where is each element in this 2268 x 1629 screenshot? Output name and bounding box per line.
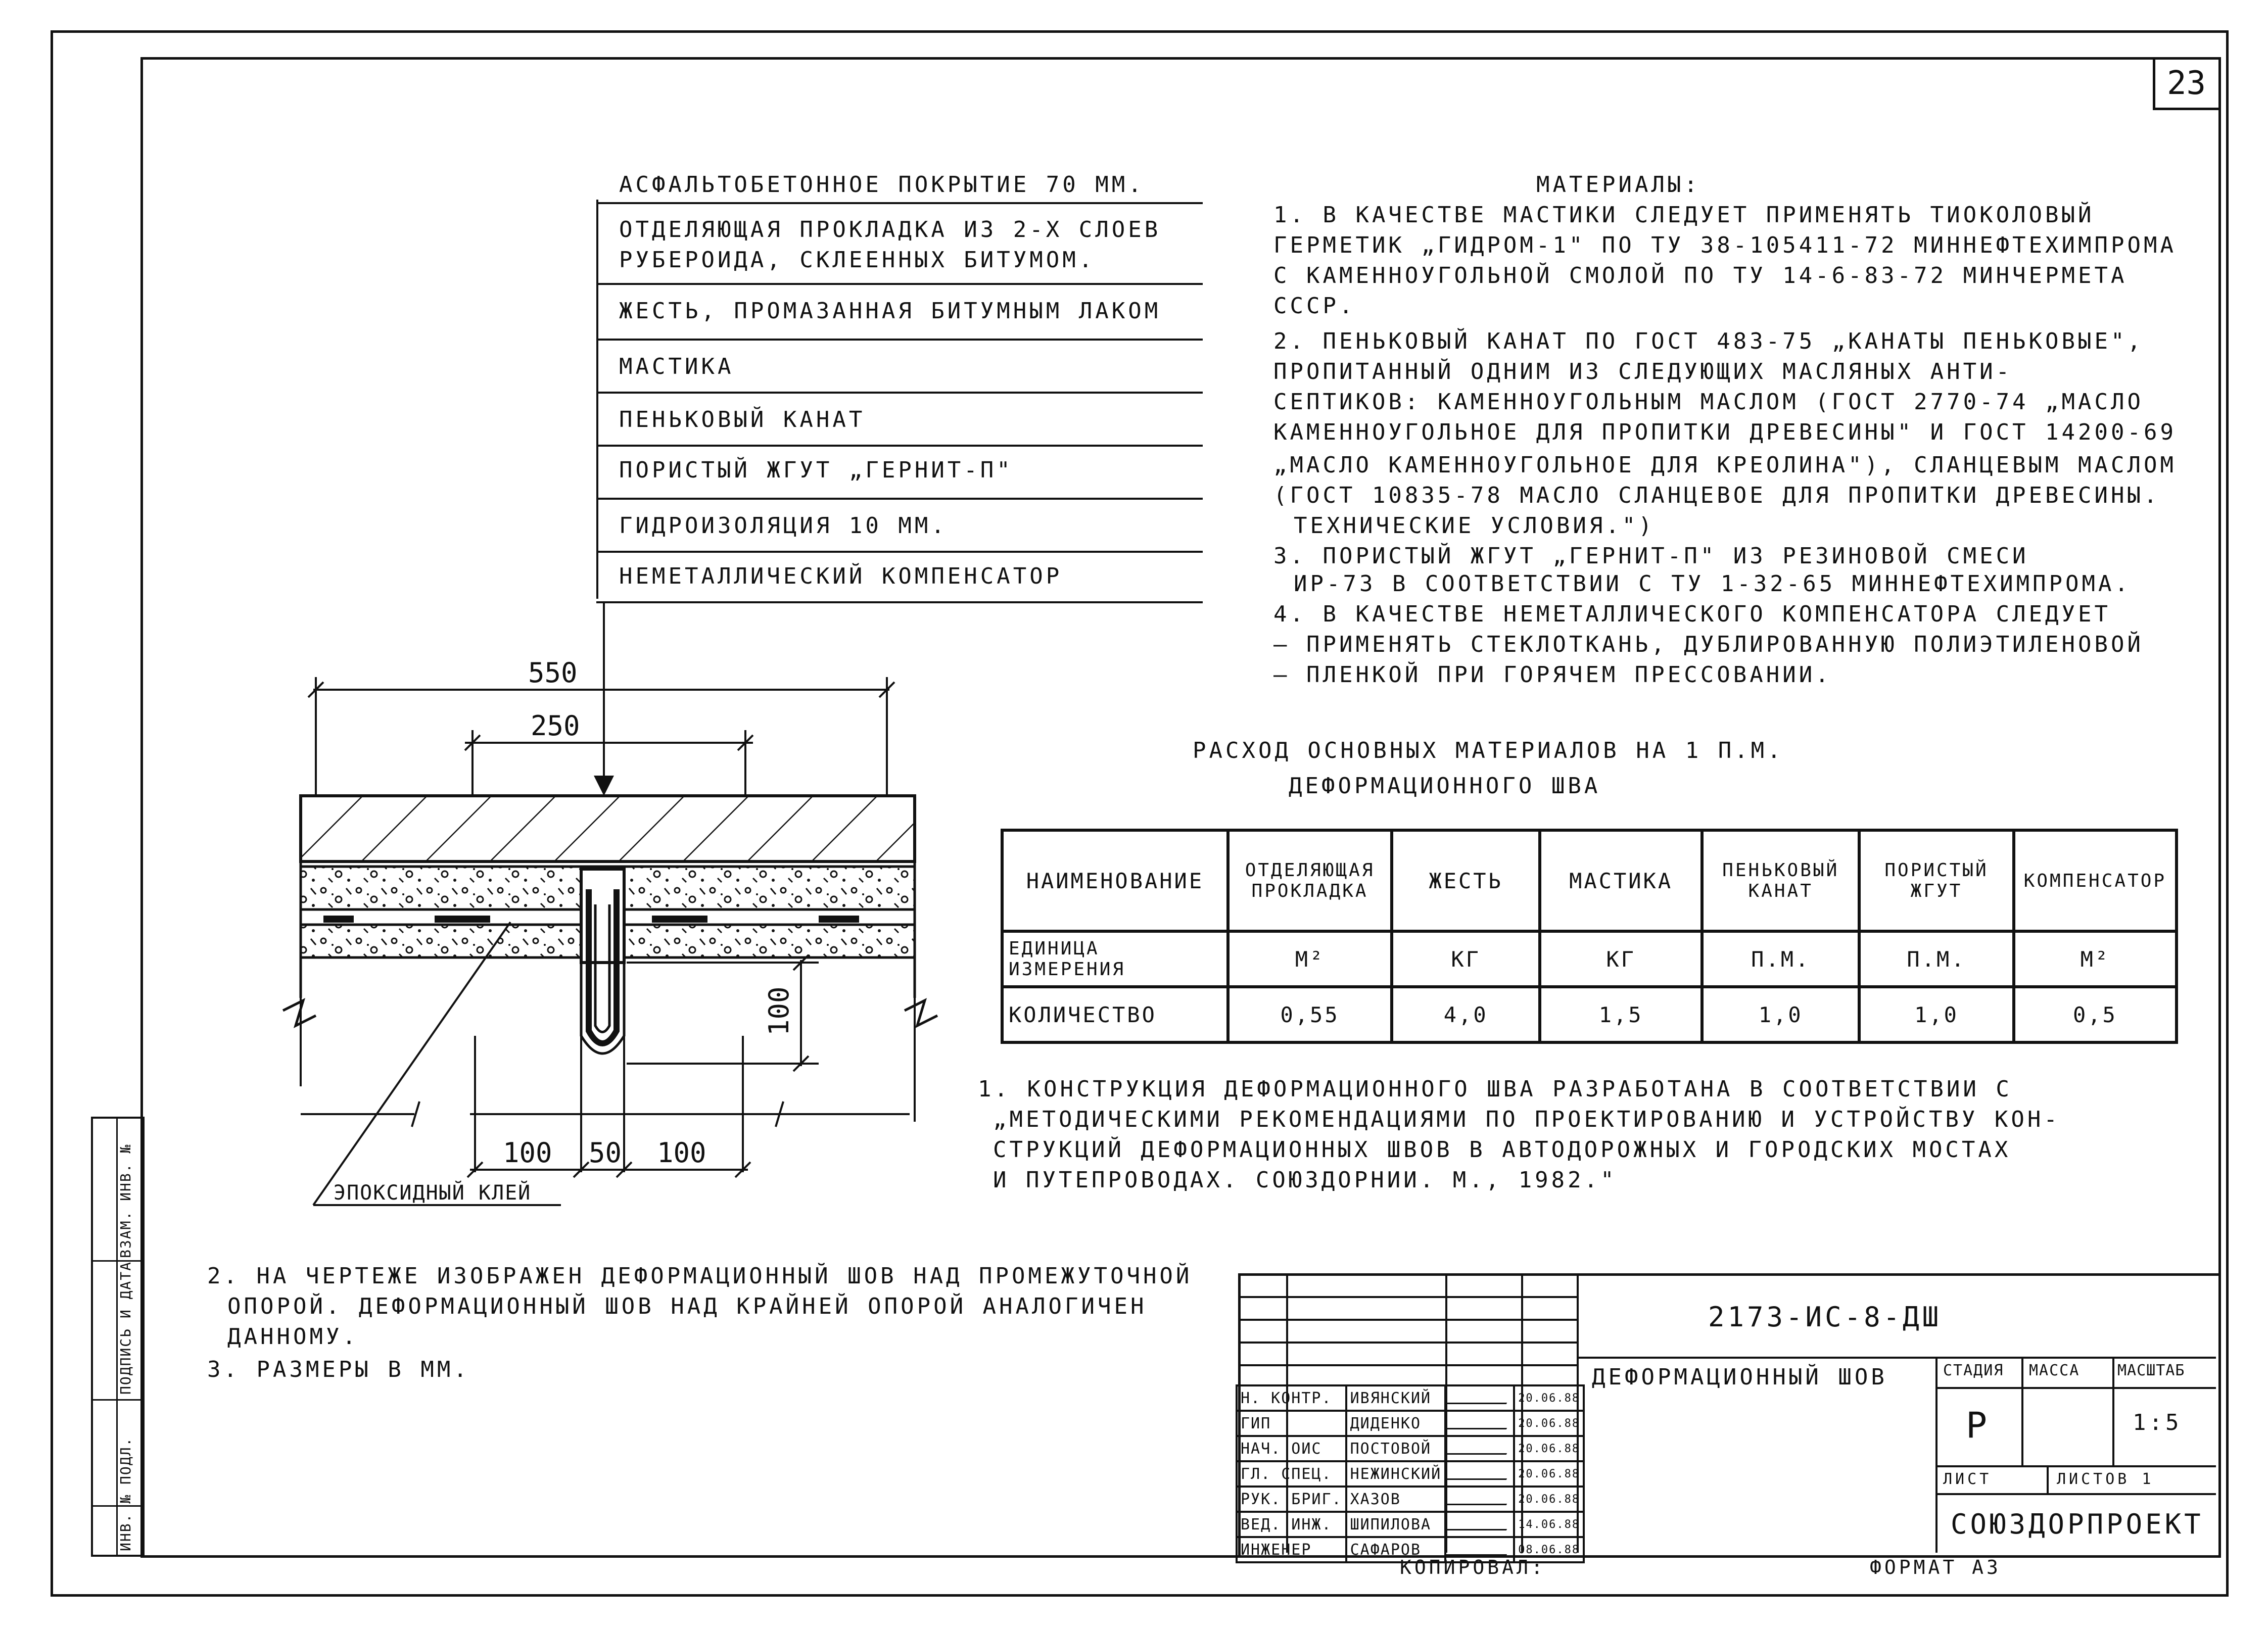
table-cell: М² — [1228, 931, 1392, 987]
table-cell: ВЕД. ИНЖ. — [1237, 1512, 1346, 1537]
table-cell: ГЛ. СПЕЦ. — [1237, 1461, 1346, 1487]
note-line: 2. НА ЧЕРТЕЖЕ ИЗОБРАЖЕН ДЕФОРМАЦИОННЫЙ ШОВ НАД ПРОМЕЖУТОЧНОЙ — [207, 1263, 1193, 1289]
materials-line: ТЕХНИЧЕСКИЕ УСЛОВИЯ.") — [1294, 513, 1655, 539]
side-stamp-cell-signature: ПОДПИСЬ И ДАТА — [117, 1261, 134, 1395]
table-cell: НАЧ. ОИС — [1237, 1436, 1346, 1461]
stage-value: Р — [1966, 1405, 1991, 1446]
mass-label: МАССА — [2029, 1362, 2080, 1379]
dimension-100-left: 100 — [503, 1137, 552, 1169]
table-cell: РУК. БРИГ. — [1237, 1487, 1346, 1512]
table-cell: ИВЯНСКИЙ — [1346, 1385, 1446, 1411]
materials-line: СЕПТИКОВ: КАМЕННОУГОЛЬНЫМ МАСЛОМ (ГОСТ 2770-74 „МАСЛО — [1273, 389, 2144, 415]
dimension-50: 50 — [589, 1137, 622, 1169]
table-cell: 4,0 — [1392, 987, 1540, 1042]
sheets-label: ЛИСТОВ 1 — [2057, 1470, 2154, 1488]
table-cell: 20.06.88 — [1514, 1385, 1584, 1411]
table-cell: Н. КОНТР. — [1237, 1385, 1346, 1411]
tin-plate-right — [652, 916, 707, 923]
table-cell: КГ — [1392, 931, 1540, 987]
consumption-title-1: РАСХОД ОСНОВНЫХ МАТЕРИАЛОВ НА 1 П.М. — [1193, 738, 1784, 763]
table-cell: М² — [2014, 931, 2177, 987]
table-cell: ИНЖЕНЕР — [1237, 1537, 1346, 1562]
table-cell: 20.06.88 — [1514, 1436, 1584, 1461]
table-row — [1002, 931, 2177, 987]
table-cell: 0,55 — [1228, 987, 1392, 1042]
signers-table — [1236, 1384, 1585, 1563]
epoxy-label: ЭПОКСИДНЫЙ КЛЕЙ — [334, 1181, 532, 1205]
note-line: 1. КОНСТРУКЦИЯ ДЕФОРМАЦИОННОГО ШВА РАЗРАБОТАНА В СООТВЕТСТВИИ С — [978, 1076, 2012, 1102]
materials-line: 2. ПЕНЬКОВЫЙ КАНАТ ПО ГОСТ 483-75 „КАНАТЫ ПЕНЬКОВЫЕ", — [1273, 328, 2144, 354]
layer-label-tin: ЖЕСТЬ, ПРОМАЗАННАЯ БИТУМНЫМ ЛАКОМ — [619, 298, 1161, 324]
layer-label-hemp: ПЕНЬКОВЫЙ КАНАТ — [619, 407, 866, 433]
table-cell: КОЛИЧЕСТВО — [1002, 987, 1228, 1042]
tin-plate-left — [435, 916, 490, 923]
sheet-label: ЛИСТ — [1943, 1470, 1992, 1488]
table-cell: НЕЖИНСКИЙ — [1346, 1461, 1446, 1487]
layer-label-separator: ОТДЕЛЯЮЩАЯ ПРОКЛАДКА ИЗ 2-Х СЛОЕВ РУБЕРОИДА, СКЛЕЕННЫХ БИТУМОМ. — [619, 217, 1161, 273]
table-row — [1237, 1512, 1584, 1537]
signature — [1445, 1487, 1514, 1512]
signature — [1445, 1411, 1514, 1436]
dimension-550: 550 — [528, 657, 578, 689]
layer-label-waterproof: ГИДРОИЗОЛЯЦИЯ 10 ММ. — [619, 513, 948, 539]
materials-line: С КАМЕННОУГОЛЬНОЙ СМОЛОЙ ПО ТУ 14-6-83-72 МИНЧЕРМЕТА — [1273, 263, 2128, 289]
table-cell: 0,5 — [2014, 987, 2177, 1042]
note-line: СТРУКЦИЙ ДЕФОРМАЦИОННЫХ ШВОВ В АВТОДОРОЖНЫХ И ГОРОДСКИХ МОСТАХ — [993, 1137, 2011, 1163]
table-row — [1237, 1385, 1584, 1411]
drawing-code: 2173-ИС-8-ДШ — [1708, 1301, 1942, 1333]
layer-label-mastic: МАСТИКА — [619, 354, 734, 379]
copied-label: КОПИРОВАЛ: — [1400, 1556, 1546, 1578]
layer-label-asphalt: АСФАЛЬТОБЕТОННОЕ ПОКРЫТИЕ 70 ММ. — [619, 172, 1145, 198]
table-header-cell: ПОРИСТЫЙ ЖГУТ — [1859, 830, 2014, 931]
table-header-cell: ОТДЕЛЯЮЩАЯ ПРОКЛАДКА — [1228, 830, 1392, 931]
table-cell: ХАЗОВ — [1346, 1487, 1446, 1512]
table-cell: ДИДЕНКО — [1346, 1411, 1446, 1436]
table-row — [1237, 1411, 1584, 1436]
dimension-100-right: 100 — [657, 1137, 706, 1169]
table-cell: 20.06.88 — [1514, 1411, 1584, 1436]
organization-name: СОЮЗДОРПРОЕКТ — [1951, 1508, 2204, 1540]
table-row — [1002, 987, 2177, 1042]
table-cell: ГИП — [1237, 1411, 1346, 1436]
sheet-number: 23 — [2167, 65, 2206, 102]
note-line: И ПУТЕПРОВОДАХ. СОЮЗДОРНИИ. М., 1982." — [993, 1167, 1617, 1193]
asphalt-layer — [301, 796, 915, 861]
table-header-cell: ЖЕСТЬ — [1392, 830, 1540, 931]
materials-line: – ПЛЕНКОЙ ПРИ ГОРЯЧЕМ ПРЕССОВАНИИ. — [1273, 662, 1832, 688]
table-header-cell: КОМПЕНСАТОР — [2014, 830, 2177, 931]
table-cell: 1,5 — [1540, 987, 1702, 1042]
materials-line: 3. ПОРИСТЫЙ ЖГУТ „ГЕРНИТ-П" ИЗ РЕЗИНОВОЙ СМЕСИ — [1273, 543, 2029, 569]
materials-line: ГЕРМЕТИК „ГИДРОМ-1" ПО ТУ 38-105411-72 МИННЕФТЕХИМПРОМА — [1273, 232, 2177, 258]
side-stamp-cell-inv: ИНВ. № ПОДЛ. — [117, 1436, 134, 1551]
table-cell: П.М. — [1859, 931, 2014, 987]
materials-line: СССР. — [1273, 293, 1356, 319]
table-header-cell: ПЕНЬКОВЫЙ КАНАТ — [1702, 830, 1859, 931]
consumption-title-2: ДЕФОРМАЦИОННОГО ШВА — [1289, 773, 1601, 799]
table-cell: 1,0 — [1859, 987, 2014, 1042]
materials-line: 4. В КАЧЕСТВЕ НЕМЕТАЛЛИЧЕСКОГО КОМПЕНСАТОРА СЛЕДУЕТ — [1273, 601, 2111, 627]
materials-title: МАТЕРИАЛЫ: — [1536, 172, 1700, 198]
note-line: ДАННОМУ. — [227, 1324, 359, 1350]
table-cell: ПОСТОВОЙ — [1346, 1436, 1446, 1461]
table-cell: КГ — [1540, 931, 1702, 987]
note-3: 3. РАЗМЕРЫ В ММ. — [207, 1357, 470, 1382]
table-header-cell: МАСТИКА — [1540, 830, 1702, 931]
materials-line: – ПРИМЕНЯТЬ СТЕКЛОТКАНЬ, ДУБЛИРОВАННУЮ ПОЛИЭТИЛЕНОВОЙ — [1273, 632, 2144, 657]
format-label: ФОРМАТ А3 — [1870, 1556, 2001, 1578]
stage-label: СТАДИЯ — [1943, 1362, 2004, 1379]
drawing-name: ДЕФОРМАЦИОННЫЙ ШОВ — [1592, 1364, 1887, 1390]
scale-label: МАСШТАБ — [2117, 1362, 2185, 1379]
table-cell: 20.06.88 — [1514, 1487, 1584, 1512]
dimension-100-vertical: 100 — [763, 986, 795, 1036]
materials-line: „МАСЛО КАМЕННОУГОЛЬНОЕ ДЛЯ КРЕОЛИНА"), СЛАНЦЕВЫМ МАСЛОМ — [1273, 452, 2177, 478]
table-cell: П.М. — [1702, 931, 1859, 987]
layer-label-porous: ПОРИСТЫЙ ЖГУТ „ГЕРНИТ-П" — [619, 457, 1013, 483]
note-line: ОПОРОЙ. ДЕФОРМАЦИОННЫЙ ШОВ НАД КРАЙНЕЙ ОПОРОЙ АНАЛОГИЧЕН — [227, 1293, 1147, 1319]
table-cell: САФАРОВ — [1346, 1537, 1446, 1562]
materials-line: ПРОПИТАННЫЙ ОДНИМ ИЗ СЛЕДУЮЩИХ МАСЛЯНЫХ АНТИ- — [1273, 359, 2013, 385]
table-cell: 1,0 — [1702, 987, 1859, 1042]
signature — [1445, 1461, 1514, 1487]
table-cell: 20.06.88 — [1514, 1461, 1584, 1487]
table-cell: ЕДИНИЦА ИЗМЕРЕНИЯ — [1002, 931, 1228, 987]
scale-value: 1:5 — [2133, 1410, 2182, 1435]
table-cell: 08.06.88 — [1514, 1537, 1584, 1562]
materials-line: ИР-73 В СООТВЕТСТВИИ С ТУ 1-32-65 МИННЕФТЕХИМПРОМА. — [1294, 571, 2132, 597]
table-header-cell: НАИМЕНОВАНИЕ — [1002, 830, 1228, 931]
materials-line: (ГОСТ 10835-78 МАСЛО СЛАНЦЕВОЕ ДЛЯ ПРОПИТКИ ДРЕВЕСИНЫ. — [1273, 483, 2160, 508]
table-header-row — [1002, 830, 2177, 931]
signature — [1445, 1436, 1514, 1461]
signature — [1445, 1385, 1514, 1411]
table-cell: 14.06.88 — [1514, 1512, 1584, 1537]
signature — [1445, 1512, 1514, 1537]
materials-line: КАМЕННОУГОЛЬНОЕ ДЛЯ ПРОПИТКИ ДРЕВЕСИНЫ" И ГОСТ 14200-69 — [1273, 419, 2177, 445]
consumption-table — [1001, 829, 2178, 1044]
table-row — [1237, 1461, 1584, 1487]
layer-label-compensator: НЕМЕТАЛЛИЧЕСКИЙ КОМПЕНСАТОР — [619, 563, 1063, 589]
side-stamp-cell-replace: ВЗАМ. ИНВ. № — [117, 1143, 134, 1258]
table-cell: ШИПИЛОВА — [1346, 1512, 1446, 1537]
note-line: „МЕТОДИЧЕСКИМИ РЕКОМЕНДАЦИЯМИ ПО ПРОЕКТИРОВАНИЮ И УСТРОЙСТВУ КОН- — [993, 1107, 2060, 1132]
table-row — [1237, 1436, 1584, 1461]
table-row — [1237, 1487, 1584, 1512]
materials-line: 1. В КАЧЕСТВЕ МАСТИКИ СЛЕДУЕТ ПРИМЕНЯТЬ ТИОКОЛОВЫЙ — [1273, 202, 2095, 228]
dimension-250: 250 — [531, 710, 580, 742]
